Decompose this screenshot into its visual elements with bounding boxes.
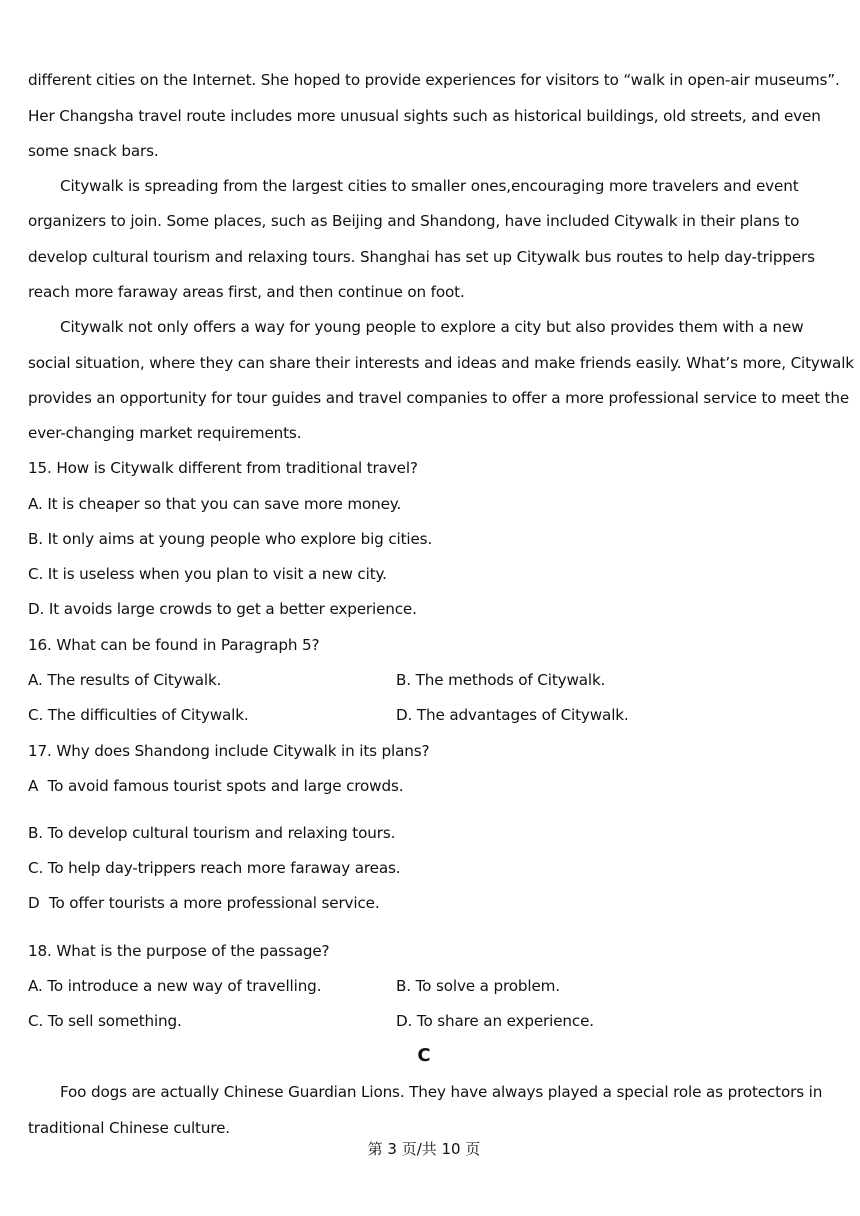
paragraph-line: some snack bars.	[28, 142, 159, 160]
answer-option: C. To sell something.	[28, 1012, 182, 1030]
answer-option: A. The results of Citywalk.	[28, 671, 222, 689]
paragraph-line: develop cultural tourism and relaxing tours. Shanghai has set up Citywalk bus routes to help day-trippers	[28, 248, 815, 266]
paragraph-line: Her Changsha travel route includes more unusual sights such as historical buildings, old streets, and even	[28, 107, 821, 125]
answer-option: D. To share an experience.	[396, 1012, 594, 1030]
answer-option: C. To help day-trippers reach more faraway areas.	[28, 859, 401, 877]
answer-option: D. It avoids large crowds to get a better experience.	[28, 600, 417, 618]
answer-option: A. It is cheaper so that you can save more money.	[28, 495, 402, 513]
question-stem: 17. Why does Shandong include Citywalk in its plans?	[28, 742, 430, 760]
question-stem: 18. What is the purpose of the passage?	[28, 942, 330, 960]
section-heading: C	[417, 1045, 431, 1066]
answer-option: D To offer tourists a more professional service.	[28, 894, 380, 912]
answer-option: B. The methods of Citywalk.	[396, 671, 606, 689]
answer-option: A. To introduce a new way of travelling.	[28, 977, 322, 995]
question-stem: 16. What can be found in Paragraph 5?	[28, 636, 320, 654]
paragraph-line: Citywalk is spreading from the largest cities to smaller ones,encouraging more travelers and event	[60, 177, 799, 195]
paragraph-line: reach more faraway areas first, and then continue on foot.	[28, 283, 465, 301]
paragraph-line: ever-changing market requirements.	[28, 424, 302, 442]
answer-option: B. It only aims at young people who explore big cities.	[28, 530, 433, 548]
answer-option: C. The difficulties of Citywalk.	[28, 706, 249, 724]
answer-option: A To avoid famous tourist spots and large crowds.	[28, 777, 404, 795]
paragraph-line: Citywalk not only offers a way for young people to explore a city but also provides them with a new	[60, 318, 804, 336]
paragraph-line: organizers to join. Some places, such as Beijing and Shandong, have included Citywalk in their plans to	[28, 212, 800, 230]
paragraph-line: Foo dogs are actually Chinese Guardian Lions. They have always played a special role as protectors in	[60, 1083, 823, 1101]
paragraph-line: social situation, where they can share their interests and ideas and make friends easily. What’s more, Citywalk	[28, 354, 854, 372]
page-number: 第 3 页/共 10 页	[367, 1140, 481, 1158]
answer-option: B. To develop cultural tourism and relaxing tours.	[28, 824, 396, 842]
answer-option: C. It is useless when you plan to visit a new city.	[28, 565, 387, 583]
question-stem: 15. How is Citywalk different from traditional travel?	[28, 459, 418, 477]
answer-option: B. To solve a problem.	[396, 977, 560, 995]
paragraph-line: provides an opportunity for tour guides and travel companies to offer a more professional service to meet the	[28, 389, 850, 407]
paragraph-line: different cities on the Internet. She hoped to provide experiences for visitors to “walk in open-air museums”.	[28, 71, 840, 89]
paragraph-line: traditional Chinese culture.	[28, 1119, 230, 1137]
answer-option: D. The advantages of Citywalk.	[396, 706, 629, 724]
